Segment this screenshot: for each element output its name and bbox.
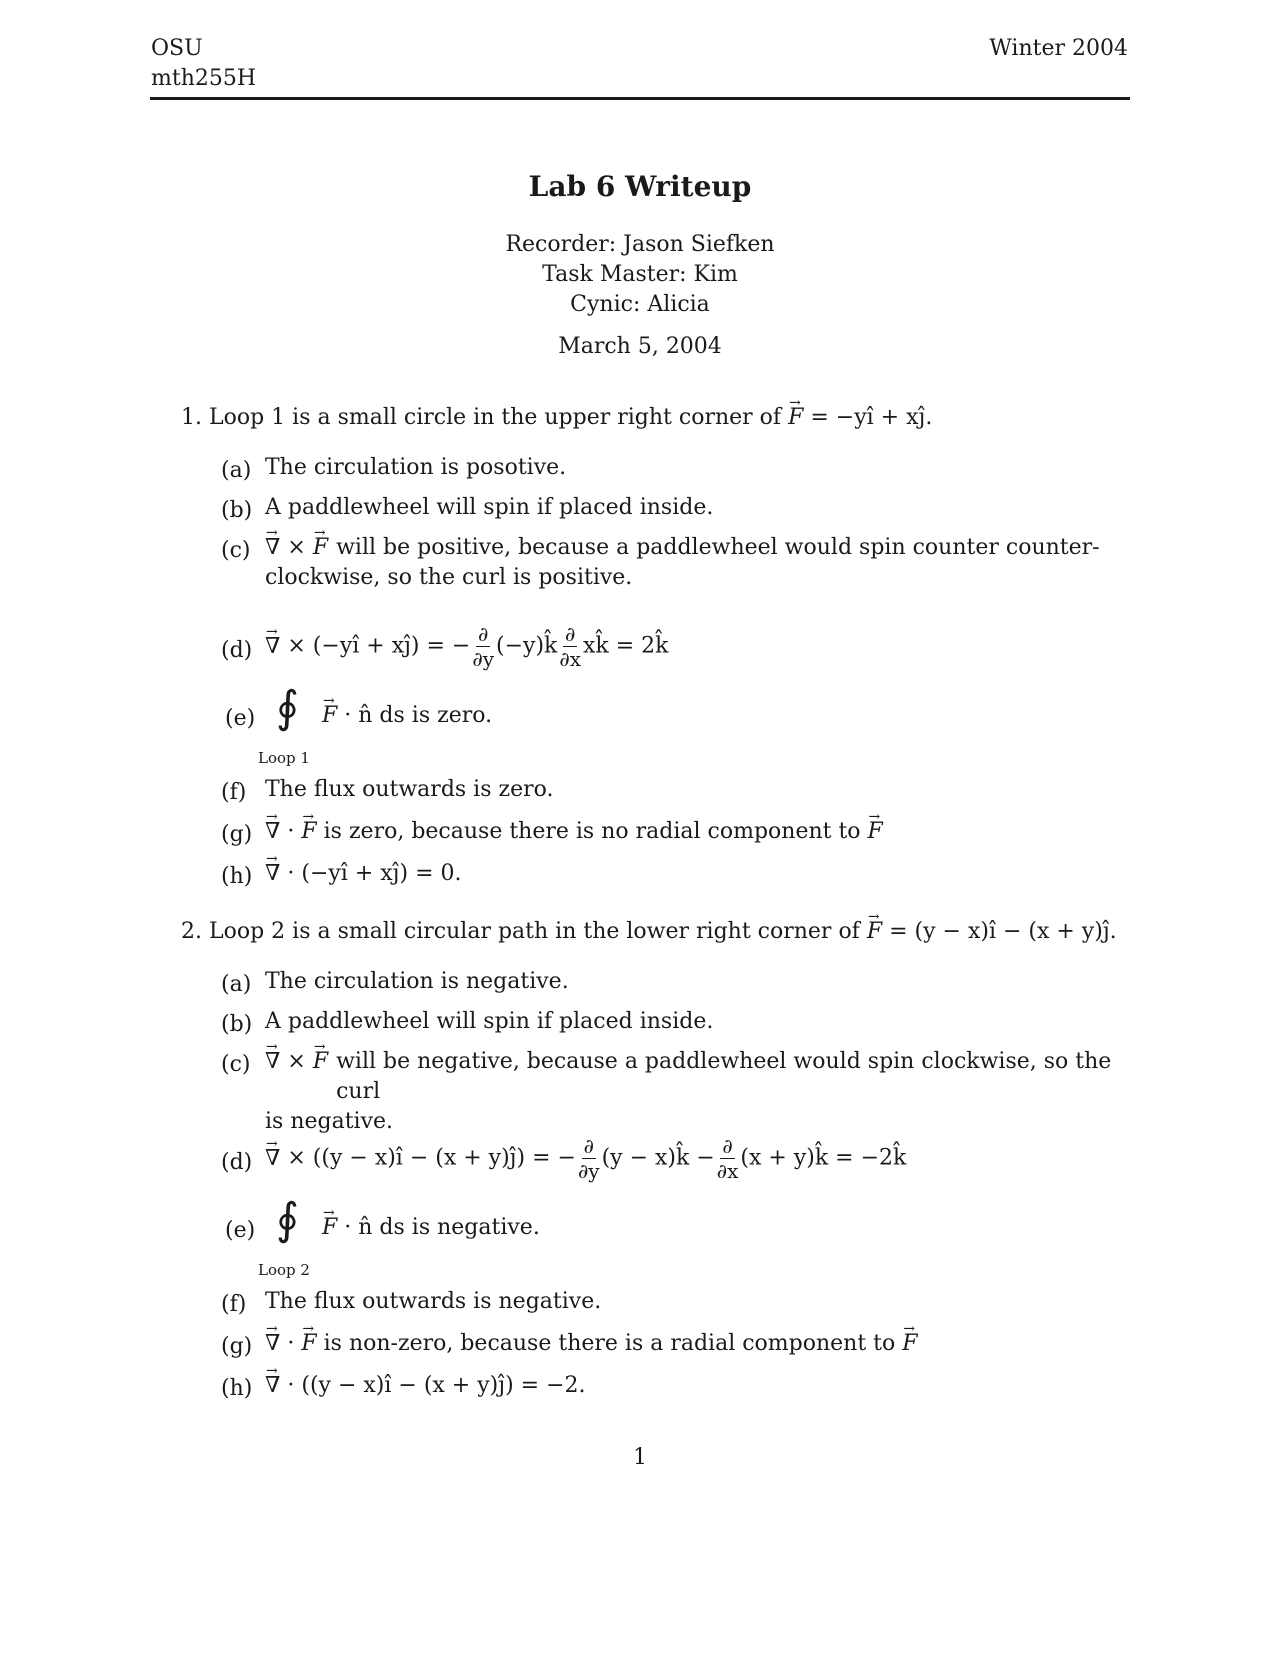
problem-1-field: = −yî + xĵ. <box>810 405 933 430</box>
fraction-numerator: ∂ <box>478 622 489 646</box>
p1-item-a-text: The circulation is posotive. <box>265 455 567 480</box>
nabla-symbol: → ∇ <box>265 817 280 847</box>
p1-item-c-text <box>265 533 1130 593</box>
fraction-numerator: ∂ <box>722 1134 733 1158</box>
p2-item-g-text <box>265 1329 918 1359</box>
p1-item-c-text2: clockwise, so the curl is positive. <box>265 565 633 590</box>
problem-2-field: = (y − x)î − (x + y)ĵ. <box>889 919 1117 944</box>
problem-2-intro: Loop 2 is a small circular path in the lower right corner of <box>209 919 860 944</box>
problem-2-number: 2. <box>181 919 202 944</box>
cross-symbol: × <box>287 1049 306 1074</box>
problem-1-intro: Loop 1 is a small circle in the upper right corner of <box>209 405 782 430</box>
vector-F: → F <box>301 1329 316 1359</box>
p2-d-mid1: (y − x)k̂ − <box>601 1145 715 1171</box>
p2-item-a-label: (a) <box>221 972 252 997</box>
vector-F: → F <box>313 1047 328 1077</box>
fraction-denominator: ∂y <box>472 647 495 671</box>
p1-d-mid1: (−y)k̂ <box>496 633 558 659</box>
p1-item-h-label: (h) <box>221 864 253 889</box>
p1-item-a-label: (a) <box>221 458 252 483</box>
header-term: Winter 2004 <box>989 36 1128 61</box>
header-course: mth255H <box>151 66 257 91</box>
p1-item-b-label: (b) <box>221 498 253 523</box>
problem-1-statement <box>181 403 932 433</box>
vector-F: → F <box>902 1329 917 1359</box>
p2-item-e-text <box>322 1213 540 1243</box>
p1-item-g-text <box>265 817 883 847</box>
p2-item-d-label: (d) <box>221 1150 253 1175</box>
p2-item-h-text <box>265 1371 586 1401</box>
partial-x-fraction <box>559 622 581 671</box>
p1-item-d-equation <box>265 622 669 671</box>
vector-F: → F <box>788 403 803 433</box>
fraction-denominator: ∂x <box>716 1159 739 1183</box>
p2-item-b-text: A paddlewheel will spin if placed inside. <box>265 1009 714 1034</box>
p2-h-text: · ((y − x)î − (x + y)ĵ) = −2. <box>287 1373 586 1398</box>
p2-item-f-text: The flux outwards is negative. <box>265 1289 602 1314</box>
fraction-numerator: ∂ <box>583 1134 594 1158</box>
p2-e-text: · n̂ ds is negative. <box>344 1215 540 1240</box>
p1-item-c-line1 <box>265 533 1130 563</box>
p2-loop-subscript: Loop 2 <box>258 1261 310 1279</box>
header-left <box>151 34 256 94</box>
p1-item-e-text <box>322 701 492 731</box>
p2-item-e-label: (e) <box>225 1218 256 1243</box>
nabla-symbol: → ∇ <box>265 533 280 563</box>
vector-F: → F <box>313 533 328 563</box>
contour-integral-icon: ∮ <box>276 1194 299 1245</box>
problem-1-number: 1. <box>181 405 202 430</box>
p2-item-c-line1 <box>265 1047 1130 1107</box>
p1-item-c-expr <box>265 533 328 563</box>
p2-item-a-text: The circulation is negative. <box>265 969 569 994</box>
p2-item-c-expr <box>265 1047 328 1107</box>
role-task-master: Task Master: Kim <box>542 262 738 287</box>
p1-item-f-text: The flux outwards is zero. <box>265 777 554 802</box>
p1-loop-subscript: Loop 1 <box>258 749 310 767</box>
roles-block <box>0 230 1280 320</box>
vector-F: → F <box>867 917 882 947</box>
p2-item-d-equation <box>265 1134 906 1183</box>
cross-symbol: × <box>287 535 306 560</box>
header-school: OSU <box>151 36 203 61</box>
p2-item-g-label: (g) <box>221 1334 253 1359</box>
role-cynic: Cynic: Alicia <box>570 292 710 317</box>
nabla-symbol: → ∇ <box>265 1371 280 1401</box>
vector-F: → F <box>322 701 337 731</box>
nabla-symbol: → ∇ <box>265 1144 280 1174</box>
partial-x-fraction <box>717 1134 739 1183</box>
p1-item-b-text: A paddlewheel will spin if placed inside. <box>265 495 714 520</box>
header-rule <box>150 97 1130 100</box>
p1-item-h-text <box>265 859 461 889</box>
vector-F: → F <box>868 817 883 847</box>
nabla-symbol: → ∇ <box>265 859 280 889</box>
p2-g-text: is non-zero, because there is a radial component to <box>323 1331 896 1356</box>
dot-symbol: · <box>287 819 295 844</box>
partial-y-fraction <box>578 1134 600 1183</box>
role-recorder: Recorder: Jason Siefken <box>505 232 775 257</box>
vector-F: → F <box>322 1213 337 1243</box>
problem-2-statement <box>181 917 1117 947</box>
date: March 5, 2004 <box>558 334 722 359</box>
p2-item-h-label: (h) <box>221 1376 253 1401</box>
nabla-symbol: → ∇ <box>265 1047 280 1077</box>
vector-F: → F <box>301 817 316 847</box>
p2-item-c-text2: is negative. <box>265 1109 394 1134</box>
p2-item-f-label: (f) <box>221 1292 247 1317</box>
p2-item-b-label: (b) <box>221 1012 253 1037</box>
contour-integral-icon: ∮ <box>276 682 299 733</box>
p1-item-c-label: (c) <box>221 538 251 563</box>
p2-d-mid2: (x + y)k̂ = −2k̂ <box>740 1145 907 1171</box>
fraction-denominator: ∂x <box>559 647 581 671</box>
p1-item-f-label: (f) <box>221 780 247 805</box>
p1-item-g-label: (g) <box>221 822 253 847</box>
p1-h-text: · (−yî + xĵ) = 0. <box>287 861 462 886</box>
page-number: 1 <box>633 1445 647 1470</box>
partial-y-fraction <box>472 622 494 671</box>
nabla-symbol: → ∇ <box>265 1329 280 1359</box>
nabla-symbol: → ∇ <box>265 632 280 662</box>
p2-d-lhs: × ((y − x)î − (x + y)ĵ) = − <box>287 1145 576 1171</box>
p1-d-lhs: × (−yî + xĵ) = − <box>287 633 471 659</box>
page-title: Lab 6 Writeup <box>528 170 752 203</box>
p1-d-mid2: xk̂ = 2k̂ <box>583 633 669 659</box>
p1-item-e-label: (e) <box>225 706 256 731</box>
p1-e-text: · n̂ ds is zero. <box>344 703 493 728</box>
p1-item-c-text1: will be positive, because a paddlewheel would spin counter counter- <box>336 535 1100 560</box>
p2-item-c-text1: will be negative, because a paddlewheel would spin clockwise, so the curl <box>336 1049 1112 1104</box>
p2-item-c-text <box>265 1047 1130 1137</box>
p1-g-text: is zero, because there is no radial component to <box>323 819 861 844</box>
fraction-numerator: ∂ <box>565 622 576 646</box>
fraction-denominator: ∂y <box>577 1159 600 1183</box>
p1-item-d-label: (d) <box>221 638 253 663</box>
p2-item-c-label: (c) <box>221 1052 251 1077</box>
dot-symbol: · <box>287 1331 295 1356</box>
